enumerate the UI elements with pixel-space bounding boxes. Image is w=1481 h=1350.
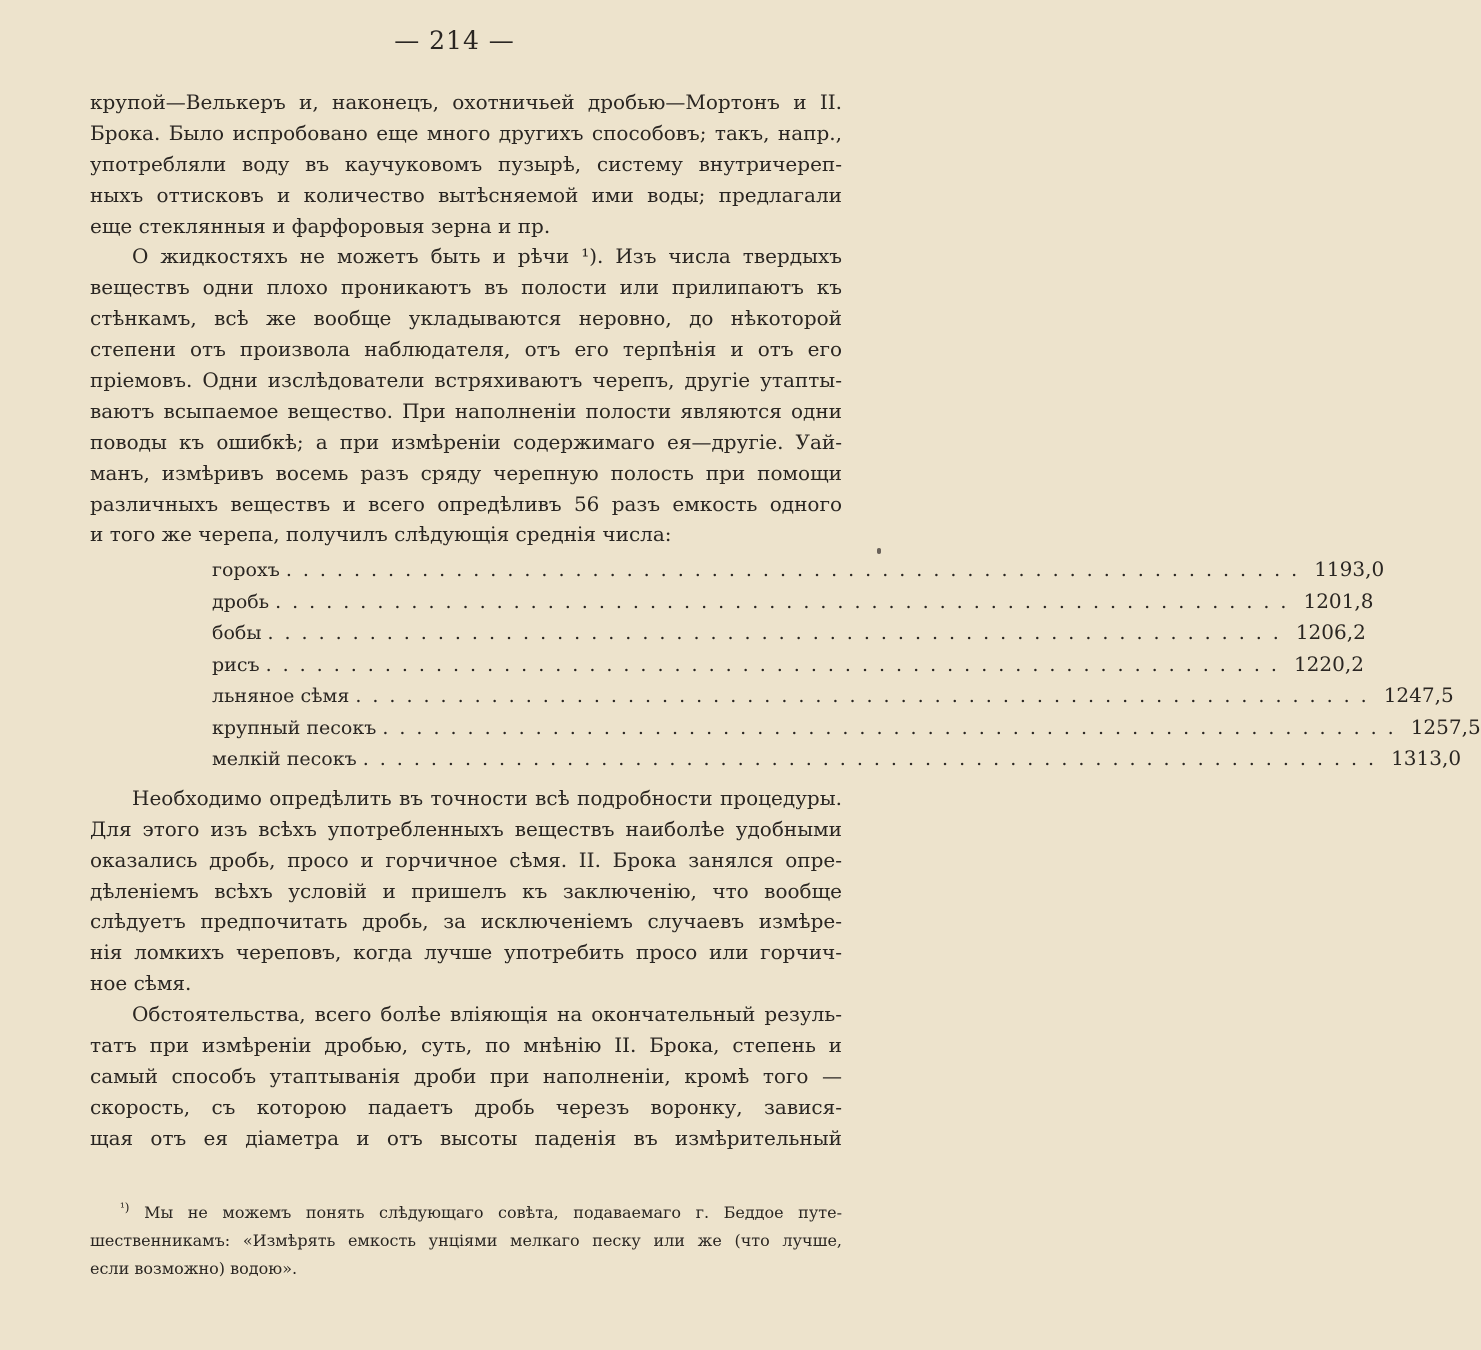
substance-name: дробь bbox=[212, 590, 270, 613]
leader-dots: ............................................................ bbox=[355, 685, 1378, 708]
text-line: употребляли воду въ каучуковомъ пузырѣ, систему внутричереп- bbox=[90, 151, 842, 176]
text-line: ныхъ оттисковъ и количество вытѣсняемой ими воды; предлагали bbox=[90, 182, 842, 207]
leader-dots: ............................................................ bbox=[265, 653, 1288, 676]
text-line: нія ломкихъ череповъ, когда лучше употребить просо или горчич- bbox=[90, 940, 842, 965]
text-line: и того же черепа, получилъ слѣдующія среднія числа: bbox=[90, 522, 672, 547]
text-line: крупой—Велькеръ и, наконецъ, охотничьей дробью—Мортонъ и II. bbox=[90, 90, 842, 114]
leader-dots: ............................................................ bbox=[382, 716, 1405, 739]
footnote-line: $^{^1)}$ Мы не можемъ понять слѣдующаго совѣта, подаваемаго г. Беддое путе- bbox=[120, 1200, 842, 1222]
text-line: ваютъ всыпаемое вещество. При наполненіи полости являются одни bbox=[90, 398, 842, 423]
leader-dots: ............................................................ bbox=[285, 559, 1309, 582]
table-row bbox=[212, 617, 1366, 649]
table-row bbox=[212, 586, 1374, 618]
substance-name: крупный песокъ bbox=[212, 716, 377, 739]
paragraph-3 bbox=[90, 783, 842, 999]
substance-name: горохъ bbox=[212, 559, 280, 582]
text-line: щая отъ ея діаметра и отъ высоты паденія въ измѣрительный bbox=[90, 1125, 842, 1150]
text-line: Необходимо опредѣлить въ точности всѣ подробности процедуры. bbox=[132, 785, 842, 810]
leader-dots: ............................................................ bbox=[267, 622, 1290, 645]
paragraph-1 bbox=[90, 87, 842, 241]
capacity-value: 1201,8 bbox=[1303, 588, 1374, 613]
text-line: стѣнкамъ, всѣ же вообще укладываются неровно, до нѣкоторой bbox=[90, 306, 842, 331]
text-line: самый способъ утаптыванія дроби при наполненіи, кромѣ того — bbox=[90, 1063, 842, 1088]
measurement-table bbox=[90, 554, 1481, 775]
text-line: ное сѣмя. bbox=[90, 971, 192, 996]
text-line: дѣленіемъ всѣхъ условій и пришелъ къ заключенію, что вообще bbox=[90, 878, 842, 903]
text-line: степени отъ произвола наблюдателя, отъ его терпѣнія и отъ его bbox=[90, 337, 842, 362]
text-line: О жидкостяхъ не можетъ быть и рѣчи ¹). Изъ числа твердыхъ bbox=[132, 244, 842, 269]
footnote bbox=[90, 1199, 842, 1283]
main-text bbox=[90, 87, 1481, 1154]
table-row bbox=[212, 649, 1364, 681]
leader-dots: ............................................................ bbox=[275, 590, 1298, 613]
text-line: Для этого изъ всѣхъ употребленныхъ веществъ наиболѣе удобными bbox=[90, 816, 842, 841]
text-line: слѣдуетъ предпочитать дробь, за исключеніемъ случаевъ измѣре- bbox=[90, 909, 842, 934]
text-line: манъ, измѣривъ восемь разъ сряду черепную полость при помощи bbox=[90, 460, 842, 485]
footnote-marker: ¹) bbox=[120, 1200, 130, 1215]
text-line: Обстоятельства, всего болѣе вліяющія на окончательный резуль- bbox=[132, 1002, 842, 1027]
table-row bbox=[212, 743, 1462, 775]
table-row bbox=[212, 554, 1385, 586]
substance-name: мелкій песокъ bbox=[212, 748, 357, 771]
text-line: различныхъ веществъ и всего опредѣливъ 56 разъ емкость одного bbox=[90, 491, 842, 516]
text-line: еще стеклянныя и фарфоровыя зерна и пр. bbox=[90, 213, 551, 238]
page-number: — 214 — bbox=[394, 26, 515, 55]
text-line: веществъ одни плохо проникаютъ въ полости или прилипаютъ къ bbox=[90, 275, 842, 300]
capacity-value: 1313,0 bbox=[1391, 746, 1462, 771]
substance-name: рисъ bbox=[212, 653, 260, 676]
capacity-value: 1220,2 bbox=[1293, 651, 1364, 676]
paragraph-4 bbox=[90, 999, 842, 1153]
text-line: пріемовъ. Одни изслѣдователи встряхиваютъ черепъ, другіе утапты- bbox=[90, 368, 842, 393]
text-line: татъ при измѣреніи дробью, суть, по мнѣнію II. Брока, степень и bbox=[90, 1032, 842, 1057]
table-row bbox=[212, 712, 1481, 744]
substance-name: бобы bbox=[212, 622, 262, 645]
paragraph-2 bbox=[90, 241, 842, 550]
text-line: Брока. Было испробовано еще много другихъ способовъ; такъ, напр., bbox=[90, 120, 842, 145]
footnote-line: шественникамъ: «Измѣрять емкость унціями мелкаго песку или же (что лучше, bbox=[90, 1231, 842, 1250]
capacity-value: 1193,0 bbox=[1314, 557, 1385, 582]
capacity-value: 1257,5 bbox=[1410, 714, 1481, 739]
text-line: скорость, съ которою падаетъ дробь черезъ воронку, завися- bbox=[90, 1094, 842, 1119]
substance-name: льняное сѣмя bbox=[212, 685, 350, 708]
text-line: поводы къ ошибкѣ; а при измѣреніи содержимаго ея—другіе. Уай- bbox=[90, 429, 842, 454]
capacity-value: 1247,5 bbox=[1383, 683, 1454, 708]
text-line: оказались дробь, просо и горчичное сѣмя. II. Брока занялся опре- bbox=[90, 847, 842, 872]
leader-dots: ............................................................ bbox=[362, 748, 1386, 771]
table-row bbox=[212, 680, 1454, 712]
footnote-line: если возможно) водою». bbox=[90, 1259, 298, 1278]
paper-speck bbox=[877, 548, 881, 554]
capacity-value: 1206,2 bbox=[1295, 620, 1366, 645]
